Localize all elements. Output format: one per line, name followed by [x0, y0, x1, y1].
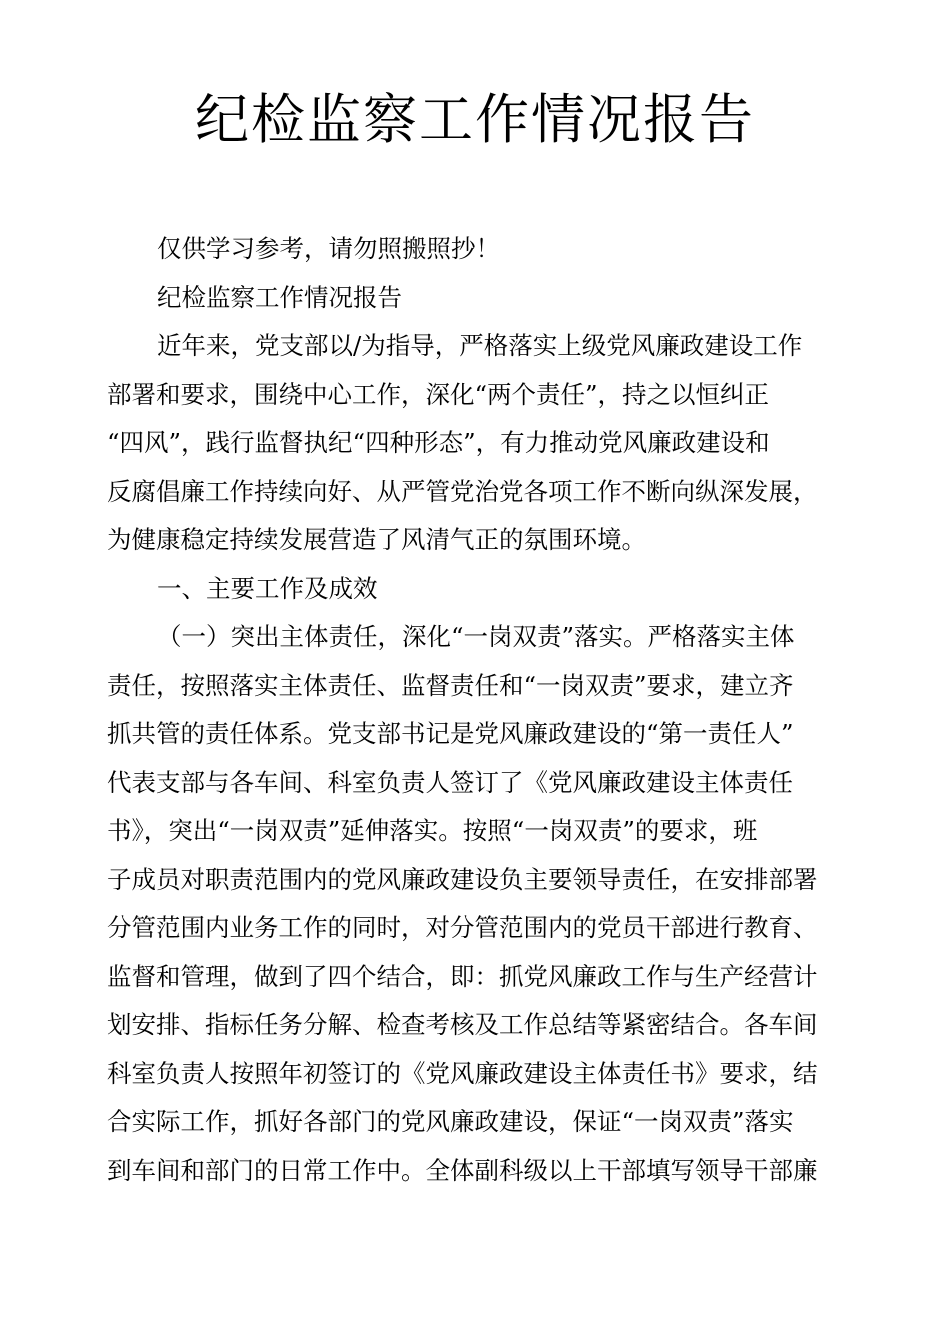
section-line: 划安排、指标任务分解、检查考核及工作总结等紧密结合。各车间: [107, 1010, 818, 1039]
section-line: 抓共管的责任体系。党支部书记是党风廉政建设的“第一责任人”: [107, 719, 794, 748]
section-line: 监督和管理，做到了四个结合，即：抓党风廉政工作与生产经营计: [107, 961, 818, 991]
intro-line: 近年来，党支部以/为指导，严格落实上级党风廉政建设工作: [157, 331, 803, 360]
section-line: 责任，按照落实主体责任、监督责任和“一岗双责”要求，建立齐: [107, 670, 794, 700]
intro-line: “四风”，践行监督执纪“四种形态”，有力推动党风廉政建设和: [107, 428, 770, 457]
intro-line: 部署和要求，围绕中心工作，深化“两个责任”，持之以恒纠正: [107, 379, 770, 409]
document-title: 纪检监察工作情况报告: [195, 88, 755, 151]
section-line: 科室负责人按照年初签订的《党风廉政建设主体责任书》要求，结: [107, 1058, 818, 1088]
section-line: 子成员对职责范围内的党风廉政建设负主要领导责任，在安排部署: [107, 864, 818, 894]
section-heading: 一、主要工作及成效: [157, 573, 378, 603]
section-line: 合实际工作，抓好各部门的党风廉政建设，保证“一岗双责”落实: [107, 1107, 794, 1136]
disclaimer-line: 仅供学习参考，请勿照搬照抄！: [157, 234, 500, 263]
section-line: 到车间和部门的日常工作中。全体副科级以上干部填写领导干部廉: [107, 1155, 818, 1185]
section-line: 代表支部与各车间、科室负责人签订了《党风廉政建设主体责任: [107, 767, 793, 797]
subtitle-line: 纪检监察工作情况报告: [157, 282, 402, 312]
document-body: [107, 225, 859, 1195]
intro-line: 反腐倡廉工作持续向好、从严管党治党各项工作不断向纵深发展，: [107, 476, 818, 506]
section-line: （一）突出主体责任，深化“一岗双责”落实。严格落实主体: [157, 622, 795, 651]
intro-line: 为健康稳定持续发展营造了风清气正的氛围环境。: [107, 525, 646, 554]
section-line: 分管范围内业务工作的同时，对分管范围内的党员干部进行教育、: [107, 913, 818, 942]
section-line: 书》，突出“一岗双责”延伸落实。按照“一岗双责”的要求，班: [107, 816, 758, 845]
